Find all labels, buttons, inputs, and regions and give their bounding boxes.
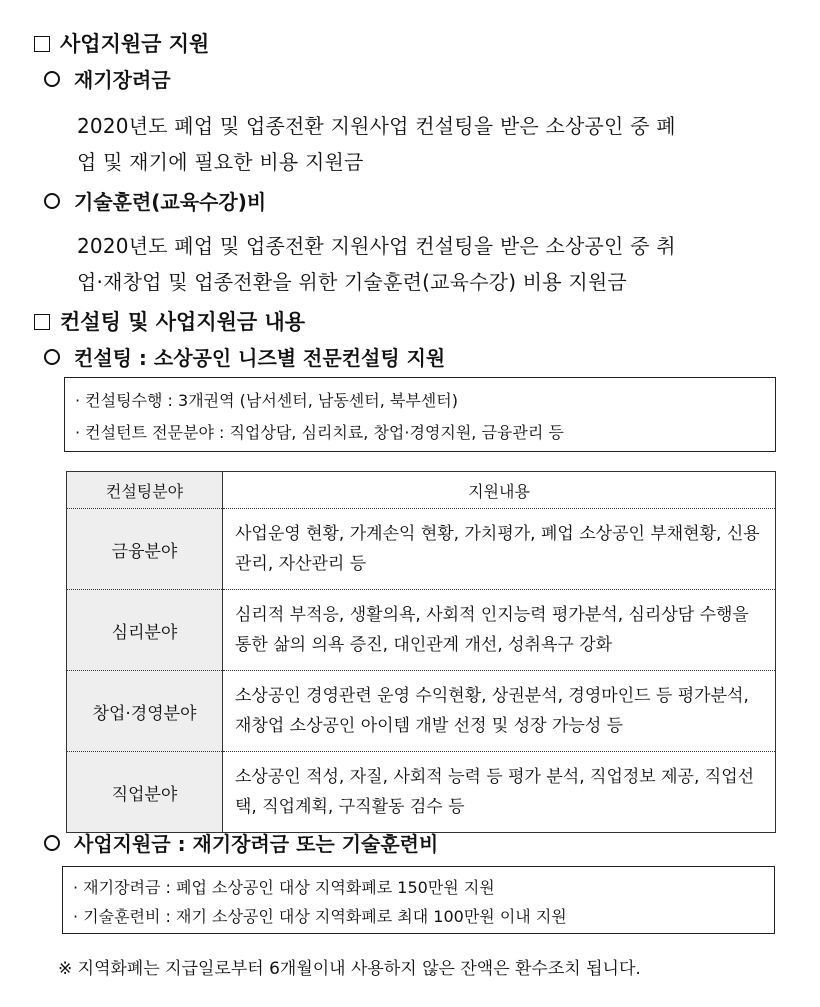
table-row <box>67 590 776 671</box>
table-cell-field: 금융분야 <box>67 509 223 590</box>
table-cell-field: 심리분야 <box>67 590 223 671</box>
table-header-row <box>67 472 776 509</box>
table-cell-content: 소상공인 경영관련 운영 수익현황, 상권분석, 경영마인드 등 평가분석, 재창업 소상공인 아이템 개발 선정 및 성장 가능성 등 <box>223 671 776 752</box>
table-header-content: 지원내용 <box>223 472 776 509</box>
table-cell-content: 사업운영 현황, 가계손익 현황, 가치평가, 폐업 소상공인 부채현황, 신용관리, 자산관리 등 <box>223 509 776 590</box>
support-title: 사업지원금 : 재기장려금 또는 기술훈련비 <box>44 828 438 857</box>
item-desc-line: 2020년도 폐업 및 업종전환 지원사업 컨설팅을 받은 소상공인 중 취 <box>77 234 676 258</box>
section-heading-content: 컨설팅 및 사업지원금 내용 <box>34 306 305 336</box>
checkbox-square-icon <box>34 36 50 52</box>
consulting-info-box <box>64 377 776 452</box>
table-row <box>67 509 776 590</box>
consulting-title: 컨설팅 : 소상공인 니즈별 전문컨설팅 지원 <box>44 342 445 371</box>
info-line: · 재기장려금 : 폐업 소상공인 대상 지역화폐로 150만원 지원 <box>73 878 495 897</box>
footnote: ※ 지역화폐는 지급일로부터 6개월이내 사용하지 않은 잔액은 환수조치 됩니다. <box>58 959 641 979</box>
support-info-box <box>62 866 775 934</box>
table-row <box>67 671 776 752</box>
consulting-table <box>66 471 776 833</box>
circle-bullet-icon <box>44 193 60 209</box>
section-heading-support: 사업지원금 지원 <box>34 28 209 58</box>
info-line: · 컨설팅수행 : 3개권역 (남서센터, 남동센터, 북부센터) <box>75 391 458 410</box>
table-cell-field: 직업분야 <box>67 752 223 833</box>
table-cell-content: 소상공인 적성, 자질, 사회적 능력 등 평가 분석, 직업정보 제공, 직업선택, 직업계획, 구직활동 검수 등 <box>223 752 776 833</box>
info-line: · 기술훈련비 : 재기 소상공인 대상 지역화폐로 최대 100만원 이내 지원 <box>73 907 567 926</box>
item-title-recovery-grant: 재기장려금 <box>44 64 171 93</box>
table-cell-field: 창업·경영분야 <box>67 671 223 752</box>
table-cell-content: 심리적 부적응, 생활의욕, 사회적 인지능력 평가분석, 심리상담 수행을 통한 삶의 의욕 증진, 대인관계 개선, 성취욕구 강화 <box>223 590 776 671</box>
circle-bullet-icon <box>44 835 60 851</box>
item-desc-line: 업·재창업 및 업종전환을 위한 기술훈련(교육수강) 비용 지원금 <box>77 270 627 294</box>
table-header-field: 컨설팅분야 <box>67 472 223 509</box>
info-line: · 컨설턴트 전문분야 : 직업상담, 심리치료, 창업·경영지원, 금융관리 등 <box>75 423 564 442</box>
table-row <box>67 752 776 833</box>
item-desc-line: 2020년도 폐업 및 업종전환 지원사업 컨설팅을 받은 소상공인 중 폐 <box>77 114 676 138</box>
item-title-training-cost: 기술훈련(교육수강)비 <box>44 186 266 215</box>
circle-bullet-icon <box>44 349 60 365</box>
item-desc-line: 업 및 재기에 필요한 비용 지원금 <box>77 150 364 174</box>
checkbox-square-icon <box>34 314 50 330</box>
circle-bullet-icon <box>44 71 60 87</box>
